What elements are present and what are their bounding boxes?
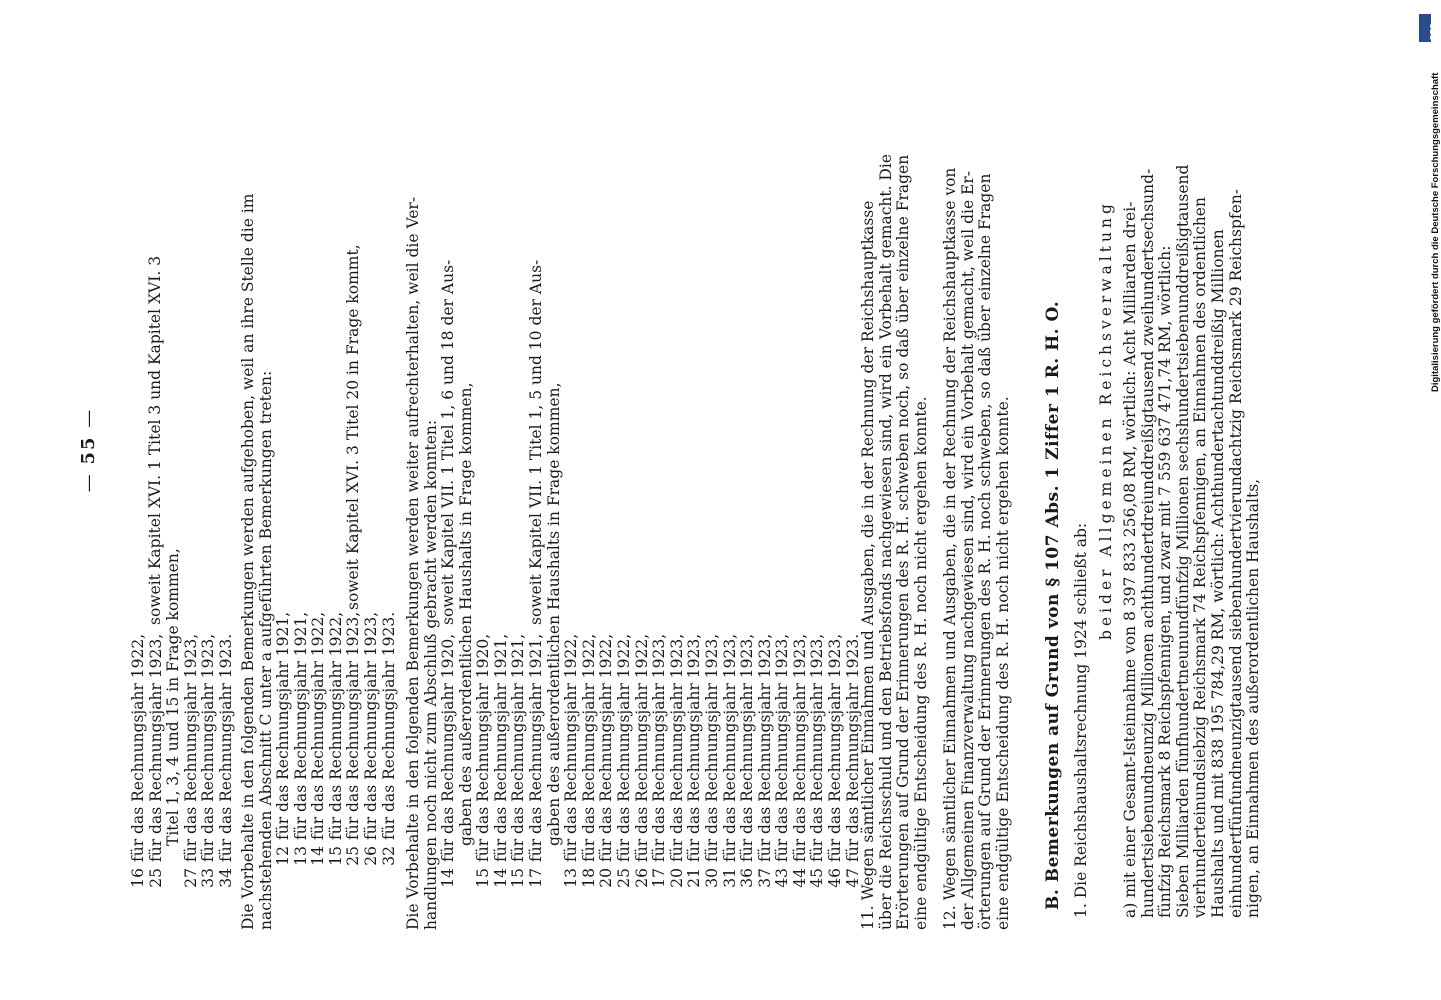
remark-text: für das Rechnungsjahr 1922,	[129, 633, 147, 862]
text-line: Sieben Milliarden fünfhundertneunundfünfzig Millionen sechshundertsiebenunddreißigtausend	[1173, 164, 1192, 918]
remark-row	[651, 383, 669, 891]
remark-text: für das Rechnungsjahr 1923,	[790, 633, 809, 862]
item-a	[1122, 165, 1263, 918]
remark-row	[757, 383, 775, 891]
remark-row	[493, 383, 511, 891]
text-line: hundertsiebenundneunzig Millionen achthundertdreiunddreißigtausend zweihundertsechsund-	[1138, 168, 1157, 918]
remark-list-2	[275, 612, 398, 868]
remark-text: für das Rechnungsjahr 1922,	[326, 611, 345, 840]
subheading-reichsverwaltung: beider Allgemeinen Reichsverwaltung	[1097, 200, 1115, 640]
remark-text: für das Rechnungsjahr 1923,	[146, 633, 165, 862]
remark-text: für das Rechnungsjahr 1923,	[738, 633, 757, 862]
remark-text: für das Rechnungsjahr 1921,	[491, 633, 510, 862]
remark-text: Titel 1, 3, 4 und 15 in Frage kommen,	[164, 548, 183, 846]
remark-number: 45	[808, 868, 827, 888]
remark-text: für das Rechnungsjahr 1922,	[562, 633, 581, 862]
remark-list-3	[440, 383, 862, 891]
remark-number: 14	[491, 868, 510, 888]
text-line: 11. Wegen sämtlicher Einnahmen und Ausgaben, die in der Rechnung der Reichshauptkasse	[859, 200, 877, 930]
remark-number: 25	[344, 846, 363, 866]
remark-text: für das Rechnungsjahr 1920,	[439, 633, 457, 862]
remark-number: 17	[526, 868, 545, 888]
text-line: Haushalts und mit 838 195 784,29 RM, wörtlich: Achthundertachtunddreißig Millionen	[1208, 229, 1227, 918]
remark-number: 27	[181, 868, 200, 888]
section-heading-b: B. Bemerkungen auf Grund von § 107 Abs. 1 Ziffer 1 R. H. O.	[1043, 300, 1063, 910]
remark-text: für das Rechnungsjahr 1923,	[685, 633, 704, 862]
remark-number: 44	[790, 868, 809, 888]
paragraph-vorbehalte-aufgehoben	[240, 194, 275, 931]
remark-number: 36	[738, 868, 757, 888]
remark-text: für das Rechnungsjahr 1923,	[826, 633, 845, 862]
remark-number: 46	[826, 868, 845, 888]
remark-number: 18	[579, 868, 598, 888]
remark-text: für das Rechnungsjahr 1921,	[526, 633, 545, 862]
remark-number: 33	[199, 868, 218, 888]
remark-text: für das Rechnungsjahr 1923,	[361, 611, 380, 840]
remark-number: 15	[326, 846, 345, 866]
remark-number: 21	[685, 868, 704, 888]
remark-row	[581, 383, 599, 891]
text-line: vierhunderteinundsiebzig Reichsmark 74 Reichspfennigen, an Einnahmen des ordentlichen	[1191, 197, 1210, 918]
digitization-credit	[1418, 8, 1441, 392]
remark-row	[510, 383, 528, 891]
brace-note-2: soweit Kapitel XVI. 3 Titel 20 in Frage kommt,	[344, 244, 362, 610]
remark-text: für das Rechnungsjahr 1923,	[650, 633, 669, 862]
remark-row	[827, 383, 845, 891]
remark-text: für das Rechnungsjahr 1922,	[309, 611, 328, 840]
remark-text: für das Rechnungsjahr 1922,	[597, 633, 616, 862]
remark-text: für das Rechnungsjahr 1923,	[199, 633, 218, 862]
remark-text: für das Rechnungsjahr 1922,	[614, 633, 633, 862]
remark-row	[563, 383, 581, 891]
remark-number: 30	[702, 868, 721, 888]
remark-number: 26	[632, 868, 651, 888]
remark-row	[458, 383, 476, 891]
remark-text: für das Rechnungsjahr 1923.	[216, 633, 235, 862]
remark-text: für das Rechnungsjahr 1923.	[379, 611, 398, 840]
text-line: eine endgültige Entscheidung des R. H. noch nicht ergehen konnte.	[911, 396, 930, 930]
text-line: örterungen auf Grund der Erinnerungen des R. H. noch schweben, so daß über einzelne Fragen	[976, 173, 995, 930]
text-line: Erörterungen auf Grund der Erinnerungen des R. H. schweben noch, so daß über einzelne Fragen	[894, 154, 913, 930]
remark-number: 16	[129, 868, 147, 888]
remark-number: 47	[843, 868, 862, 888]
remark-number: 17	[650, 868, 669, 888]
remark-row	[345, 612, 363, 868]
remark-row	[546, 383, 564, 891]
brace-note-4: soweit Kapitel VII. 1 Titel 1, 5 und 10 der Aus-	[527, 259, 545, 625]
remark-row	[722, 383, 740, 891]
remark-text: für das Rechnungsjahr 1923,	[702, 633, 721, 862]
remark-number: 20	[667, 868, 686, 888]
remark-row	[739, 383, 757, 891]
remark-number: 15	[509, 868, 528, 888]
dfg-logo: DFG	[1419, 14, 1431, 42]
brace-note-3: soweit Kapitel VII. 1 Titel 1, 6 und 18 der Aus-	[439, 259, 457, 625]
remark-number: 37	[755, 868, 774, 888]
text-line: handlungen noch nicht zum Abschluß gebracht werden konnten:	[421, 419, 440, 930]
text-line: Die Vorbehalte in den folgenden Bemerkungen werden weiter aufrechterhalten, weil die Ver-	[404, 196, 422, 930]
remark-number: 25	[614, 868, 633, 888]
remark-row	[634, 383, 652, 891]
text-line: einhundertfünfundneunzigtausend siebenhundertvierundachtzig Reichsmark 29 Reichspfen-	[1226, 188, 1245, 918]
remark-row	[218, 548, 236, 890]
text-line: nigen, an Einnahmen des außerordentlichen Haushalts,	[1244, 478, 1263, 918]
remark-row	[165, 548, 183, 890]
remark-row	[200, 548, 218, 890]
remark-text: für das Rechnungsjahr 1921,	[274, 611, 292, 840]
remark-row	[363, 612, 381, 868]
remark-number: 13	[562, 868, 581, 888]
remark-text: für das Rechnungsjahr 1921,	[509, 633, 528, 862]
remark-text: für das Rechnungsjahr 1922,	[579, 633, 598, 862]
paragraph-vorbehalte-aufrechterhalten	[405, 197, 440, 930]
text-line: Die Vorbehalte in den folgenden Bemerkungen werden aufgehoben, weil an ihre Stelle die im	[239, 193, 257, 930]
remark-number: 15	[474, 868, 493, 888]
remark-row	[809, 383, 827, 891]
remark-row	[130, 548, 148, 890]
remark-number: 43	[773, 868, 792, 888]
remark-text: gaben des außerordentlichen Haushalts in Frage kommen,	[456, 382, 475, 846]
remark-number: 31	[720, 868, 739, 888]
remark-row	[381, 612, 399, 868]
remark-text: für das Rechnungsjahr 1923,	[720, 633, 739, 862]
remark-row	[293, 612, 311, 868]
text-line: a) mit einer Gesamt-Isteinnahme von 8 397 833 256,08 RM, wörtlich: Acht Milliarden drei-	[1121, 201, 1139, 918]
remark-row	[310, 612, 328, 868]
remark-text: für das Rechnungsjahr 1923,	[773, 633, 792, 862]
remark-text: für das Rechnungsjahr 1923,	[808, 633, 827, 862]
remark-text: für das Rechnungsjahr 1923,	[755, 633, 774, 862]
remark-row	[792, 383, 810, 891]
remark-number: 12	[274, 846, 292, 866]
scanned-page	[70, 70, 1263, 930]
text-line: der Allgemeinen Finanzverwaltung nachgewiesen sind, wird ein Vorbehalt gemacht, weil die Er-	[958, 170, 977, 930]
remark-row	[328, 612, 346, 868]
remark-row	[183, 548, 201, 890]
remark-row	[275, 612, 293, 868]
text-line: über die Reichsschuld und den Betriebsfonds nachgewiesen sind, wird ein Vorbehalt gemacht. Die	[876, 154, 895, 930]
remark-number: 20	[597, 868, 616, 888]
paragraph-12	[942, 168, 1012, 930]
remark-number: 32	[379, 846, 398, 866]
page-number: — 55 —	[78, 407, 99, 493]
remark-row	[704, 383, 722, 891]
remark-text: für das Rechnungsjahr 1923,	[344, 611, 363, 840]
credit-text: Digitalisierung gefördert durch die Deutsche Forschungsgemeinschaft	[1430, 72, 1441, 392]
brace-note-1: soweit Kapitel XVI. 1 Titel 3 und Kapitel XVI. 3	[146, 255, 164, 625]
text-line: fünfzig Reichsmark 8 Reichspfennigen, und zwar mit 7 559 637 471,74 RM, wörtlich:	[1156, 245, 1175, 918]
remark-number: 13	[291, 846, 310, 866]
remark-number: 26	[361, 846, 380, 866]
remark-row	[598, 383, 616, 891]
text-line: 12. Wegen sämtlicher Einnahmen und Ausgaben, die in der Rechnung der Reichshauptkasse von	[941, 167, 959, 930]
remark-number: 25	[146, 868, 165, 888]
remark-text: für das Rechnungsjahr 1923,	[667, 633, 686, 862]
remark-row	[475, 383, 493, 891]
remark-row	[669, 383, 687, 891]
remark-number: 14	[309, 846, 328, 866]
remark-text: gaben des außerordentlichen Haushalts in Frage kommen,	[544, 382, 563, 846]
text-line: nachstehenden Abschnitt C unter a aufgeführten Bemerkungen treten:	[256, 370, 275, 930]
remark-text: für das Rechnungsjahr 1921,	[291, 611, 310, 840]
remark-row	[686, 383, 704, 891]
remark-text: für das Rechnungsjahr 1923.	[843, 633, 862, 862]
remark-text: für das Rechnungsjahr 1922,	[632, 633, 651, 862]
remark-text: für das Rechnungsjahr 1920,	[474, 633, 493, 862]
text-line: eine endgültige Entscheidung des R. H. noch nicht ergehen konnte.	[993, 396, 1012, 930]
remark-number: 34	[216, 868, 235, 888]
remark-row	[774, 383, 792, 891]
item-1: 1. Die Reichshaushaltsrechnung 1924 schließt ab:	[1072, 522, 1090, 918]
remark-row	[616, 383, 634, 891]
paragraph-11	[860, 154, 930, 930]
remark-text: für das Rechnungsjahr 1923,	[181, 633, 200, 862]
remark-number: 14	[439, 868, 457, 888]
